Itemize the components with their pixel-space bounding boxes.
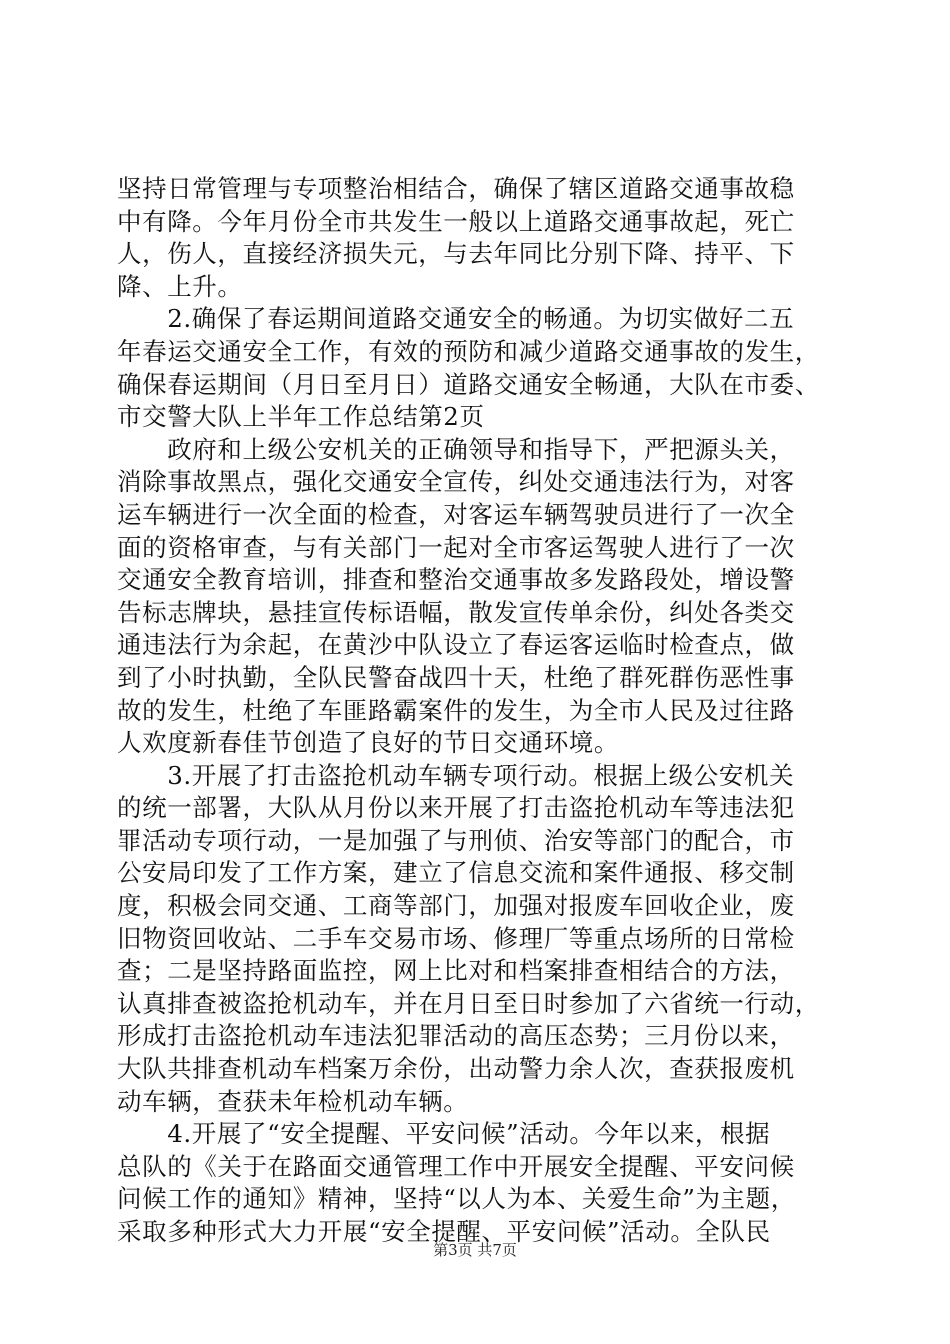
text-line: 认真排查被盗抢机动车，并在月日至日时参加了六省统一行动， [117,988,820,1018]
text-line: 降、上升。 [117,271,243,301]
text-line: 查；二是坚持路面监控，网上比对和档案排查相结合的方法， [117,956,795,986]
text-line: 2.确保了春运期间道路交通安全的畅通。为切实做好二五 [117,304,795,334]
text-line: 人，伤人，直接经济损失元，与去年同比分别下降、持平、下 [117,239,795,269]
text-line: 4.开展了“安全提醒、平安问候”活动。今年以来，根据 [117,1119,771,1149]
text-line: 大队共排查机动车档案万余份，出动警力余人次，查获报废机 [117,1054,795,1084]
text-line: 动车辆，查获未年检机动车辆。 [117,1086,469,1116]
text-line: 坚持日常管理与专项整治相结合，确保了辖区道路交通事故稳 [117,174,795,203]
text-line: 度，积极会同交通、工商等部门，加强对报废车回收企业，废 [117,891,795,921]
body-text [117,173,837,1249]
text-line: 3.开展了打击盗抢机动车辆专项行动。根据上级公安机关 [117,760,795,790]
text-line: 罪活动专项行动，一是加强了与刑侦、治安等部门的配合，市 [117,825,795,855]
text-line: 政府和上级公安机关的正确领导和指导下，严把源头关， [117,434,795,464]
text-line: 交通安全教育培训，排查和整治交通事故多发路段处，增设警 [117,565,795,595]
text-line: 市交警大队上半年工作总结第2页 [117,402,485,432]
text-line: 告标志牌块，悬挂宣传标语幅，散发宣传单余份，纠处各类交 [117,597,795,627]
text-line: 运车辆进行一次全面的检查，对客运车辆驾驶员进行了一次全 [117,499,795,529]
text-line: 年春运交通安全工作，有效的预防和减少道路交通事故的发生， [117,336,820,366]
text-line: 旧物资回收站、二手车交易市场、修理厂等重点场所的日常检 [117,923,795,953]
text-line: 故的发生，杜绝了车匪路霸案件的发生，为全市人民及过往路 [117,695,795,725]
text-line: 人欢度新春佳节创造了良好的节日交通环境。 [117,728,619,758]
text-line: 面的资格审查，与有关部门一起对全市客运驾驶人进行了一次 [117,532,795,562]
text-line: 通违法行为余起，在黄沙中队设立了春运客运临时检查点，做 [117,630,795,660]
text-line: 的统一部署，大队从月份以来开展了打击盗抢机动车等违法犯 [117,793,795,823]
page-number-footer: 第3页 共7页 [433,1241,517,1259]
text-line: 问候工作的通知》精神，坚持“以人为本、关爱生命”为主题， [117,1184,796,1214]
text-line: 采取多种形式大力开展“安全提醒、平安问候”活动。全队民 [117,1217,771,1246]
text-line: 形成打击盗抢机动车违法犯罪活动的高压态势；三月份以来， [117,1021,795,1051]
text-line: 消除事故黑点，强化交通安全宣传，纠处交通违法行为，对客 [117,467,795,497]
text-line: 公安局印发了工作方案，建立了信息交流和案件通报、移交制 [117,858,795,888]
text-line: 总队的《关于在路面交通管理工作中开展安全提醒、平安问候 [117,1151,795,1181]
text-line: 到了小时执勤，全队民警奋战四十天，杜绝了群死群伤恶性事 [117,662,795,692]
text-line: 确保春运期间（月日至月日）道路交通安全畅通，大队在市委、 [117,369,820,399]
text-line: 中有降。今年月份全市共发生一般以上道路交通事故起，死亡 [117,206,795,236]
